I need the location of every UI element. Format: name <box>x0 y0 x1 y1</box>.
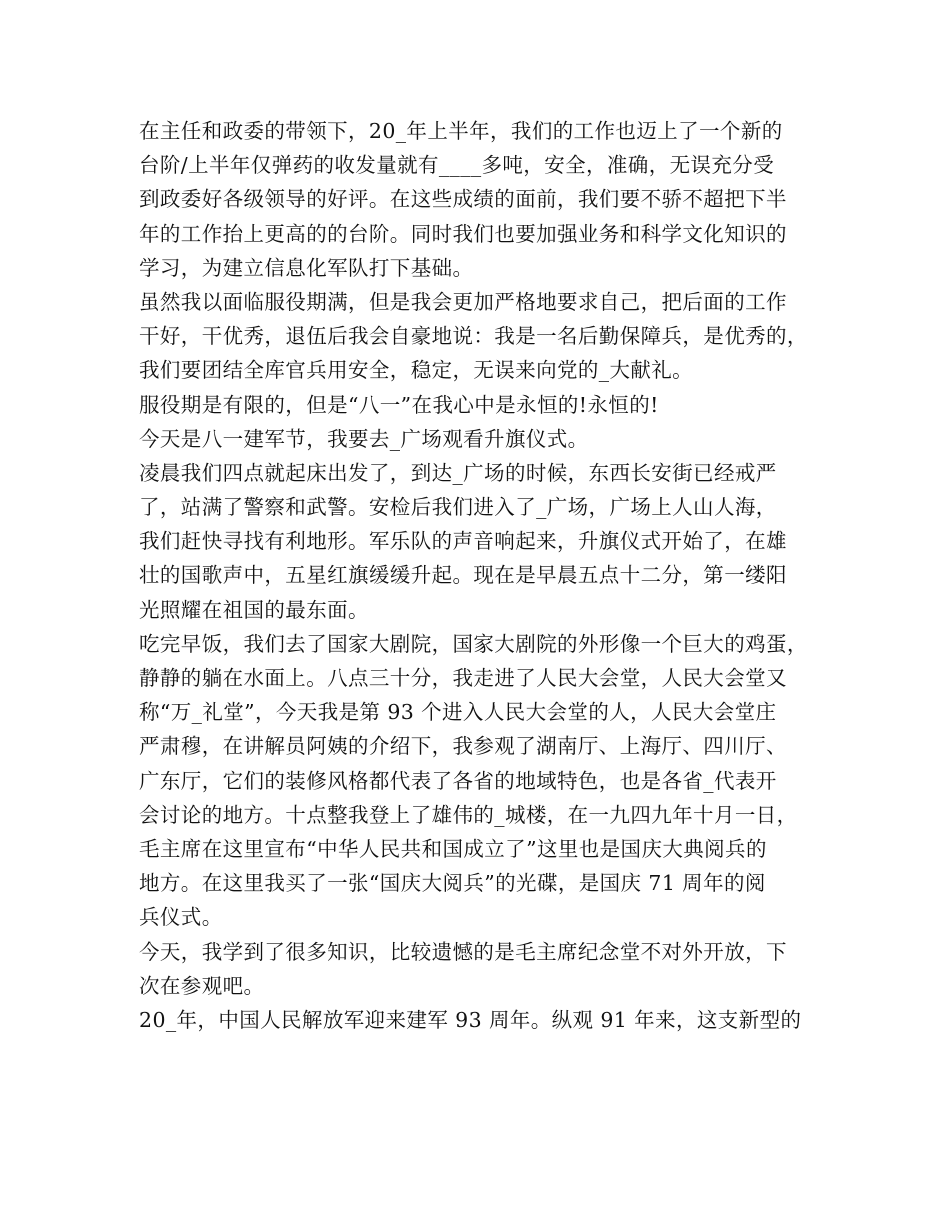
text-line: 年的工作抬上更高的的台阶。同时我们也要加强业务和科学文化知识的 <box>139 221 787 246</box>
text-line: 凌晨我们四点就起床出发了，到达_广场的时候，东西长安街已经戒严 <box>139 460 777 485</box>
text-line: 严肃穆，在讲解员阿姨的介绍下，我参观了湖南厅、上海厅、四川厅、 <box>139 734 787 759</box>
text-line: 广东厅，它们的装修风格都代表了各省的地域特色，也是各省_代表开 <box>139 768 777 793</box>
text-line: 静静的躺在水面上。八点三十分，我走进了人民大会堂，人民大会堂又 <box>139 666 787 690</box>
text-line: 在主任和政委的带领下，20_年上半年，我们的工作也迈上了一个新的 <box>139 119 783 143</box>
text-line: 称“万_礼堂”，今天我是第 93 个进入人民大会堂的人，人民大会堂庄 <box>139 700 777 725</box>
text-line: 了，站满了警察和武警。安检后我们进入了_广场，广场上人山人海， <box>139 495 777 520</box>
text-line: 学习，为建立信息化军队打下基础。 <box>139 255 474 280</box>
text-line: 干好，干优秀，退伍后我会自豪地说：我是一名后勤保障兵，是优秀的， <box>139 324 808 349</box>
text-line: 毛主席在这里宣布“中华人民共和国成立了”这里也是国庆大典阅兵的 <box>139 836 767 861</box>
text-line: 壮的国歌声中，五星红旗缓缓升起。现在是早晨五点十二分，第一缕阳 <box>139 563 787 588</box>
text-line: 今天是八一建军节，我要去_广场观看升旗仪式。 <box>139 426 589 451</box>
text-line: 会讨论的地方。十点整我登上了雄伟的_城楼，在一九四九年十月一日， <box>139 802 798 827</box>
text-line: 我们要团结全库官兵用安全，稳定，无误来向党的_大献礼。 <box>139 358 694 383</box>
text-line: 吃完早饭，我们去了国家大剧院，国家大剧院的外形像一个巨大的鸡蛋， <box>139 631 808 656</box>
text-line: 地方。在这里我买了一张“国庆大阅兵”的光碟，是国庆 71 周年的阅 <box>139 871 766 896</box>
body-text <box>139 114 829 1037</box>
text-line: 兵仪式。 <box>139 905 223 930</box>
text-line: 20_年，中国人民解放军迎来建军 93 周年。纵观 91 年来，这支新型的 <box>139 1007 802 1032</box>
text-line: 光照耀在祖国的最东面。 <box>139 597 369 622</box>
text-line: 到政委好各级领导的好评。在这些成绩的面前，我们要不骄不超把下半 <box>139 187 787 212</box>
text-line: 我们赶快寻找有利地形。军乐队的声音响起来，升旗仪式开始了，在雄 <box>139 529 787 554</box>
text-line: 虽然我以面临服役期满，但是我会更加严格地要求自己，把后面的工作 <box>139 289 787 314</box>
text-line: 台阶/上半年仅弹药的收发量就有____多吨，安全，准确，无误充分受 <box>139 153 775 178</box>
text-line: 今天，我学到了很多知识，比较遗憾的是毛主席纪念堂不对外开放，下 <box>139 939 787 964</box>
text-line: 次在参观吧。 <box>139 973 265 998</box>
text-line: 服役期是有限的，但是“八一”在我心中是永恒的!永恒的! <box>139 392 659 417</box>
